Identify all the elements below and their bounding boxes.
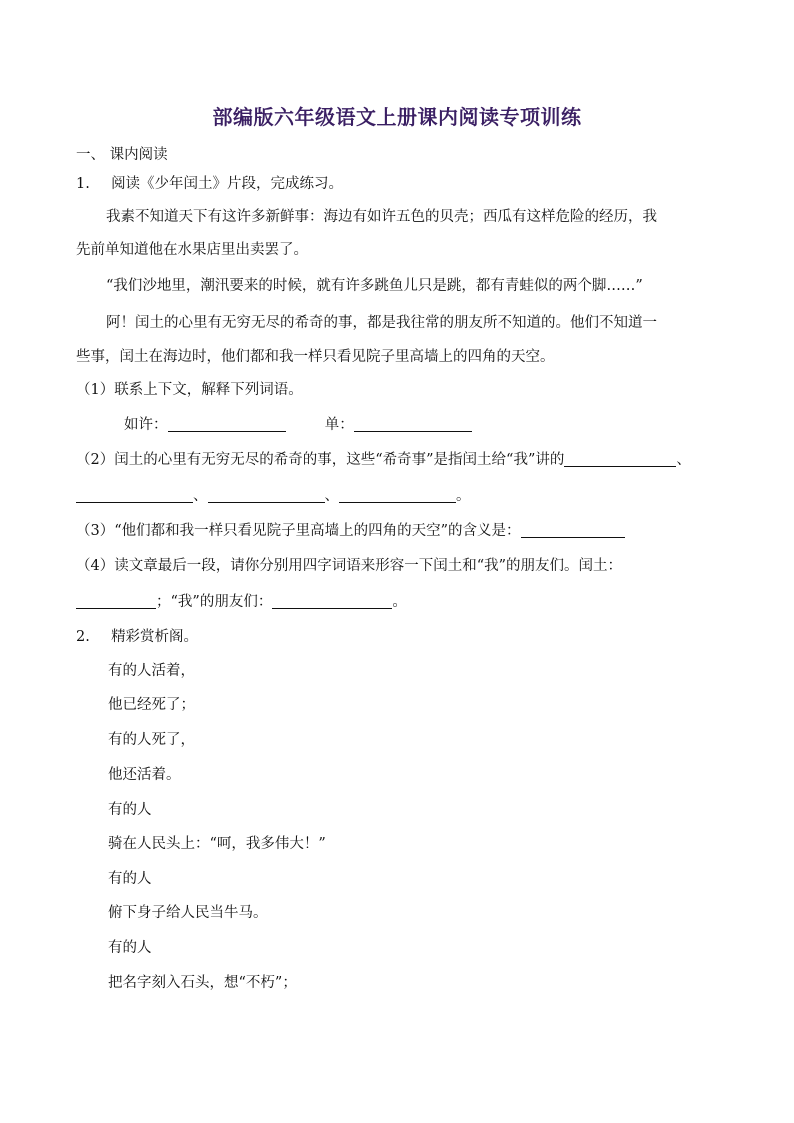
vocab-word: 如许： xyxy=(124,417,168,433)
answer-blank[interactable] xyxy=(272,593,392,609)
passage-line: 些事，闰土在海边时，他们都和我一样只看见院子里高墙上的四角的天空。 xyxy=(76,349,555,365)
answer-blank[interactable] xyxy=(168,416,286,432)
question-2-prompt xyxy=(76,627,198,647)
poem-line: 有的人死了， xyxy=(108,732,195,748)
subquestion-4: （4）读文章最后一段，请你分别用四字词语来形容一下闰土和“我”的朋友们。闰土： xyxy=(76,558,623,574)
subquestion-4-blanks xyxy=(76,592,407,612)
question-text: 阅读《少年闰土》片段，完成练习。 xyxy=(111,176,344,192)
subquestion-text: ；“我”的朋友们： xyxy=(156,594,273,610)
separator: 、 xyxy=(324,488,339,504)
poem-line: 把名字刻入石头，想“不朽”； xyxy=(108,975,297,991)
vocab-word: 单： xyxy=(324,417,354,433)
answer-blank[interactable] xyxy=(76,487,193,503)
answer-blank[interactable] xyxy=(339,487,456,503)
separator: 、 xyxy=(193,488,208,504)
section-heading: 一、 课内阅读 xyxy=(76,147,168,163)
poem-line: 有的人 xyxy=(108,802,152,818)
poem-line: 有的人 xyxy=(108,940,152,956)
subquestion-text: （2）闰土的心里有无穷无尽的希奇的事，这些“希奇事”是指闰土给“我”讲的 xyxy=(76,452,565,468)
answer-blank[interactable] xyxy=(564,451,676,467)
poem-line: 俯下身子给人民当牛马。 xyxy=(108,905,268,921)
poem-line: 有的人 xyxy=(108,871,152,887)
poem-line: 他还活着。 xyxy=(108,767,181,783)
question-1-prompt xyxy=(76,174,343,194)
answer-blank[interactable] xyxy=(208,487,325,503)
passage-line: 我素不知道天下有这许多新鲜事：海边有如许五色的贝壳；西瓜有这样危险的经历，我 xyxy=(106,209,657,225)
separator: 、 xyxy=(676,452,691,468)
answer-blank[interactable] xyxy=(521,522,625,538)
question-text: 精彩赏析阁。 xyxy=(111,629,199,645)
period: 。 xyxy=(392,594,407,610)
subquestion-2 xyxy=(76,450,691,470)
passage-line: 阿！闰土的心里有无穷无尽的希奇的事，都是我往常的朋友所不知道的。他们不知道一 xyxy=(106,315,657,331)
subquestion-2-blanks xyxy=(76,486,471,506)
poem-line: 骑在人民头上：“呵，我多伟大！” xyxy=(108,836,326,852)
poem-line: 有的人活着， xyxy=(108,663,195,679)
passage-line: 先前单知道他在水果店里出卖罢了。 xyxy=(76,242,308,258)
page-title: 部编版六年级语文上册课内阅读专项训练 xyxy=(212,105,582,129)
passage-line: “我们沙地里，潮汛要来的时候，就有许多跳鱼儿只是跳，都有青蛙似的两个脚……” xyxy=(106,278,643,294)
vocab-row xyxy=(124,415,472,435)
subquestion-text: （3）“他们都和我一样只看见院子里高墙上的四角的天空”的含义是： xyxy=(76,523,521,539)
poem-line: 他已经死了； xyxy=(108,697,195,713)
subquestion-1: （1）联系上下文，解释下列词语。 xyxy=(76,382,303,398)
answer-blank[interactable] xyxy=(354,416,472,432)
period: 。 xyxy=(456,488,471,504)
question-number: 2. xyxy=(76,629,90,645)
question-number: 1. xyxy=(76,176,90,192)
answer-blank[interactable] xyxy=(76,593,156,609)
subquestion-3 xyxy=(76,521,625,541)
